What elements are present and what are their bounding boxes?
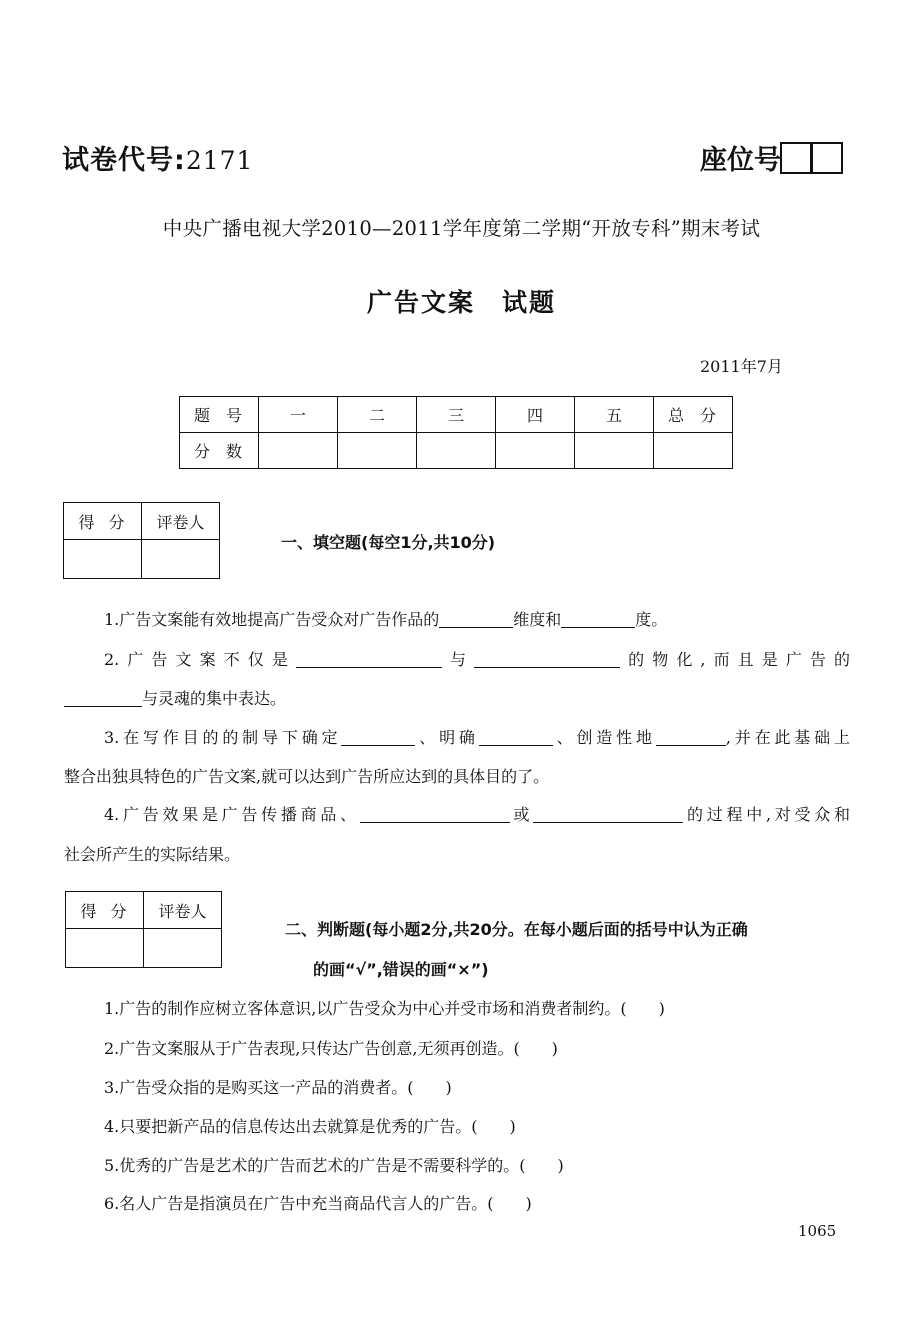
grader-name-label: 评卷人 <box>142 503 220 540</box>
score-table-score-row <box>180 433 733 469</box>
answer-blank[interactable] <box>439 611 513 628</box>
seat-number-label: 座位号 <box>700 145 781 176</box>
question-text: 度。 <box>635 610 668 629</box>
score-table-header-row <box>180 397 733 433</box>
fill-question-4-cont: 社会所产生的实际结果。 <box>64 845 241 864</box>
question-text: 4.广告效果是广告传播商品、 <box>104 805 360 824</box>
score-cell[interactable] <box>259 433 338 469</box>
page-number: 1065 <box>798 1222 837 1240</box>
question-text: 的物化,而且是广告的 <box>620 650 850 669</box>
question-text: 1.广告文案能有效地提高广告受众对广告作品的 <box>104 610 440 629</box>
answer-blank[interactable] <box>64 690 142 707</box>
score-cell[interactable] <box>496 433 575 469</box>
score-table-col-4: 四 <box>496 397 575 433</box>
grader-score-cell[interactable] <box>66 929 144 968</box>
question-text: 的过程中,对受众和 <box>683 805 850 824</box>
question-text: 2.广告文案不仅是 <box>104 650 296 669</box>
section1-title: 一、填空题(每空1分,共10分) <box>281 533 496 552</box>
answer-blank[interactable] <box>360 806 510 823</box>
score-table-col-2: 二 <box>338 397 417 433</box>
section2-title-line1: 二、判断题(每小题2分,共20分。在每小题后面的括号中认为正确 <box>285 920 748 939</box>
judge-question-2: 2.广告文案服从于广告表现,只传达广告创意,无须再创造。( ) <box>104 1039 558 1058</box>
seat-number <box>700 138 843 177</box>
answer-blank[interactable] <box>296 651 442 668</box>
judge-question-4: 4.只要把新产品的信息传达出去就算是优秀的广告。( ) <box>104 1117 516 1136</box>
judge-question-6: 6.名人广告是指演员在广告中充当商品代言人的广告。( ) <box>104 1194 532 1213</box>
answer-blank[interactable] <box>474 651 620 668</box>
grader-name-cell[interactable] <box>142 540 220 579</box>
score-table-row2-label: 分数 <box>180 433 259 469</box>
grader-score-cell[interactable] <box>64 540 142 579</box>
fill-question-1 <box>104 607 667 630</box>
grader-name-label: 评卷人 <box>144 892 222 929</box>
score-table-col-5: 五 <box>575 397 654 433</box>
exam-code-label: 试卷代号: <box>62 145 186 176</box>
exam-date: 2011年7月 <box>700 357 783 376</box>
grader-box-section1 <box>63 502 220 579</box>
score-table-col-total: 总分 <box>654 397 733 433</box>
question-text: ,并在此基础上 <box>725 728 850 747</box>
fill-question-3 <box>104 725 850 748</box>
grader-score-label: 得分 <box>64 503 142 540</box>
score-cell[interactable] <box>575 433 654 469</box>
seat-box-1[interactable] <box>780 142 812 174</box>
fill-question-2-cont <box>64 686 286 709</box>
score-cell[interactable] <box>654 433 733 469</box>
fill-question-2 <box>104 647 850 670</box>
question-text: 、明确 <box>415 728 479 747</box>
exam-code-number: 2171 <box>185 146 254 175</box>
answer-blank[interactable] <box>341 729 415 746</box>
score-cell[interactable] <box>338 433 417 469</box>
section2-title-line2: 的画“√”,错误的画“×”) <box>313 960 489 979</box>
exam-heading: 中央广播电视大学2010—2011学年度第二学期“开放专科”期末考试 <box>162 217 761 240</box>
fill-question-4 <box>104 802 850 825</box>
question-text: 3.在写作目的的制导下确定 <box>104 728 342 747</box>
seat-box-2[interactable] <box>811 142 843 174</box>
question-text: 与 <box>441 650 475 669</box>
question-text: 或 <box>509 805 534 824</box>
score-table-row1-label: 题号 <box>180 397 259 433</box>
answer-blank[interactable] <box>656 729 726 746</box>
judge-question-3: 3.广告受众指的是购买这一产品的消费者。( ) <box>104 1078 452 1097</box>
question-text: 维度和 <box>513 610 562 629</box>
score-table-col-3: 三 <box>417 397 496 433</box>
answer-blank[interactable] <box>533 806 683 823</box>
answer-blank[interactable] <box>561 611 635 628</box>
question-text: 、创造性地 <box>552 728 656 747</box>
score-table-col-1: 一 <box>259 397 338 433</box>
exam-subject-title: 广告文案 试题 <box>366 288 556 317</box>
grader-score-label: 得分 <box>66 892 144 929</box>
exam-code <box>62 138 253 177</box>
grader-name-cell[interactable] <box>144 929 222 968</box>
fill-question-3-cont: 整合出独具特色的广告文案,就可以达到广告所应达到的具体目的了。 <box>64 767 550 786</box>
score-summary-table <box>179 396 733 469</box>
question-text: 与灵魂的集中表达。 <box>142 689 287 708</box>
score-cell[interactable] <box>417 433 496 469</box>
answer-blank[interactable] <box>479 729 553 746</box>
judge-question-1: 1.广告的制作应树立客体意识,以广告受众为中心并受市场和消费者制约。( ) <box>104 999 665 1018</box>
grader-box-section2 <box>65 891 222 968</box>
judge-question-5: 5.优秀的广告是艺术的广告而艺术的广告是不需要科学的。( ) <box>104 1156 564 1175</box>
